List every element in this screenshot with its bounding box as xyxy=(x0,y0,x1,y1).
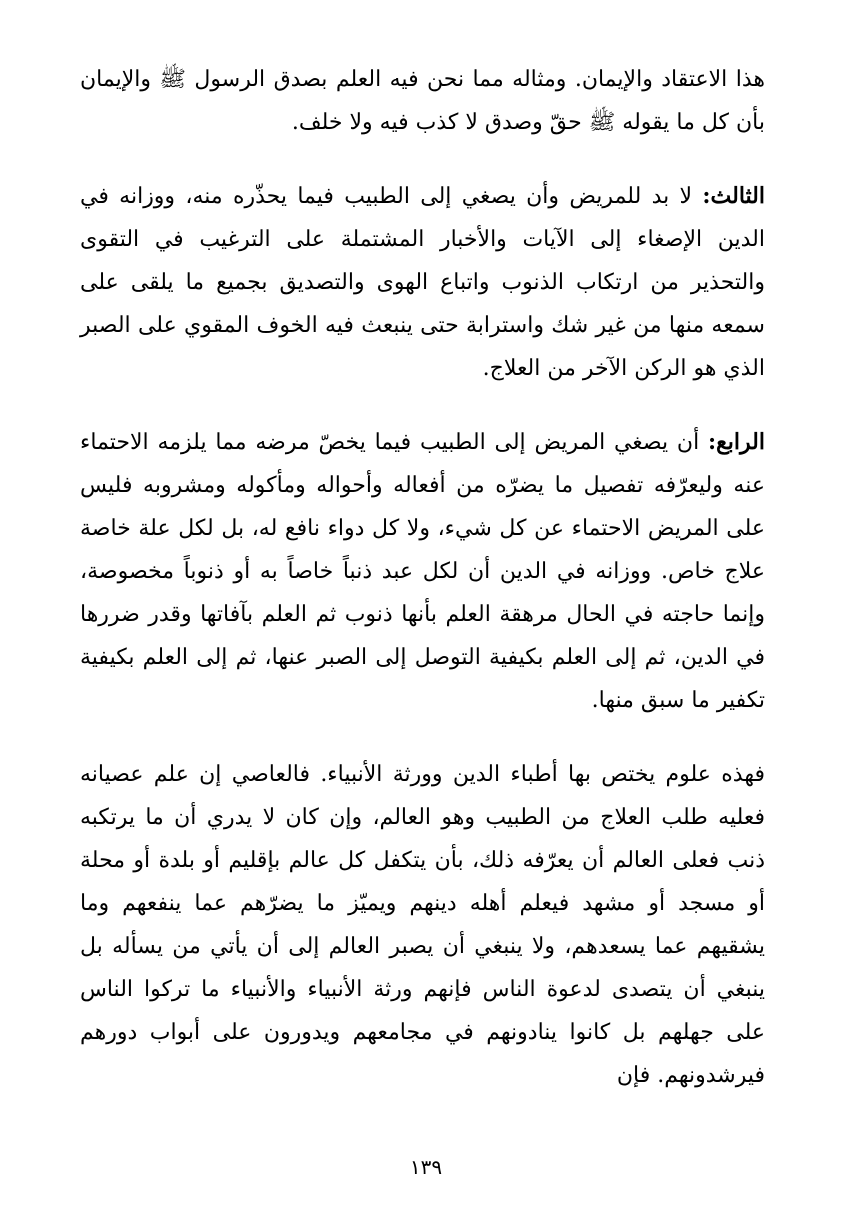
paragraph-4-text: فهذه علوم يختص بها أطباء الدين وورثة الأنبياء. فالعاصي إن علم عصيانه فعليه طلب العلاج من الطبيب وهو العالم، وإن كان لا يدري أن ما يرتكبه ذنب فعلى العالم أن يعرّفه ذلك، بأن يتكفل كل عالم بإقليم أو بلدة أو محلة أو مسجد أو مشهد فيعلم أهله دينهم ويميّز ما يضرّهم عما ينفعهم وما يشقيهم عما يسعدهم، ولا ينبغي أن يصبر العالم إلى أن يأتي من يسأله بل ينبغي أن يتصدى لدعوة الناس فإنهم ورثة الأنبياء والأنبياء ما تركوا الناس على جهلهم بل كانوا ينادونهم في مجامعهم ويدورون على أبواب دورهم فيرشدونهم. فإن xyxy=(80,762,765,1088)
paragraph-2-lead: الثالث: xyxy=(702,183,765,209)
paragraph-3-text: أن يصغي المريض إلى الطبيب فيما يخصّ مرضه مما يلزمه الاحتماء عنه وليعرّفه تفصيل ما يضرّه من أفعاله وأحواله ومأكوله ومشروبه فليس على المريض الاحتماء عن كل شيء، ولا كل دواء نافع له، بل لكل علة خاصة علاج خاص. ووزانه في الدين أن لكل عبد ذنباً خاصاً به أو ذنوباً مخصوصة، وإنما حاجته في الحال مرهقة العلم بأنها ذنوب ثم العلم بآفاتها وقدر ضررها في الدين، ثم إلى العلم بكيفية التوصل إلى الصبر عنها، ثم إلى العلم بكيفية تكفير ما سبق منها. xyxy=(80,430,765,713)
book-page xyxy=(80,58,765,1198)
paragraph-3-lead: الرابع: xyxy=(707,429,765,455)
paragraph-1 xyxy=(80,58,765,144)
page-number: ١٣٩ xyxy=(409,1155,443,1179)
paragraph-4 xyxy=(80,753,765,1097)
paragraph-1-text: هذا الاعتقاد والإيمان. ومثاله مما نحن فيه العلم بصدق الرسول ﷺ والإيمان بأن كل ما يقوله ﷺ حقّ وصدق لا كذب فيه ولا خلف. xyxy=(80,67,765,135)
paragraph-2-text: لا بد للمريض وأن يصغي إلى الطبيب فيما يحذّره منه، ووزانه في الدين الإصغاء إلى الآيات والأخبار المشتملة على الترغيب في التقوى والتحذير من ارتكاب الذنوب واتباع الهوى والتصديق بجميع ما يلقى على سمعه منها من غير شك واسترابة حتى ينبعث فيه الخوف المقوي على الصبر الذي هو الركن الآخر من العلاج. xyxy=(80,184,765,381)
paragraph-2 xyxy=(80,175,765,390)
paragraph-3 xyxy=(80,421,765,722)
